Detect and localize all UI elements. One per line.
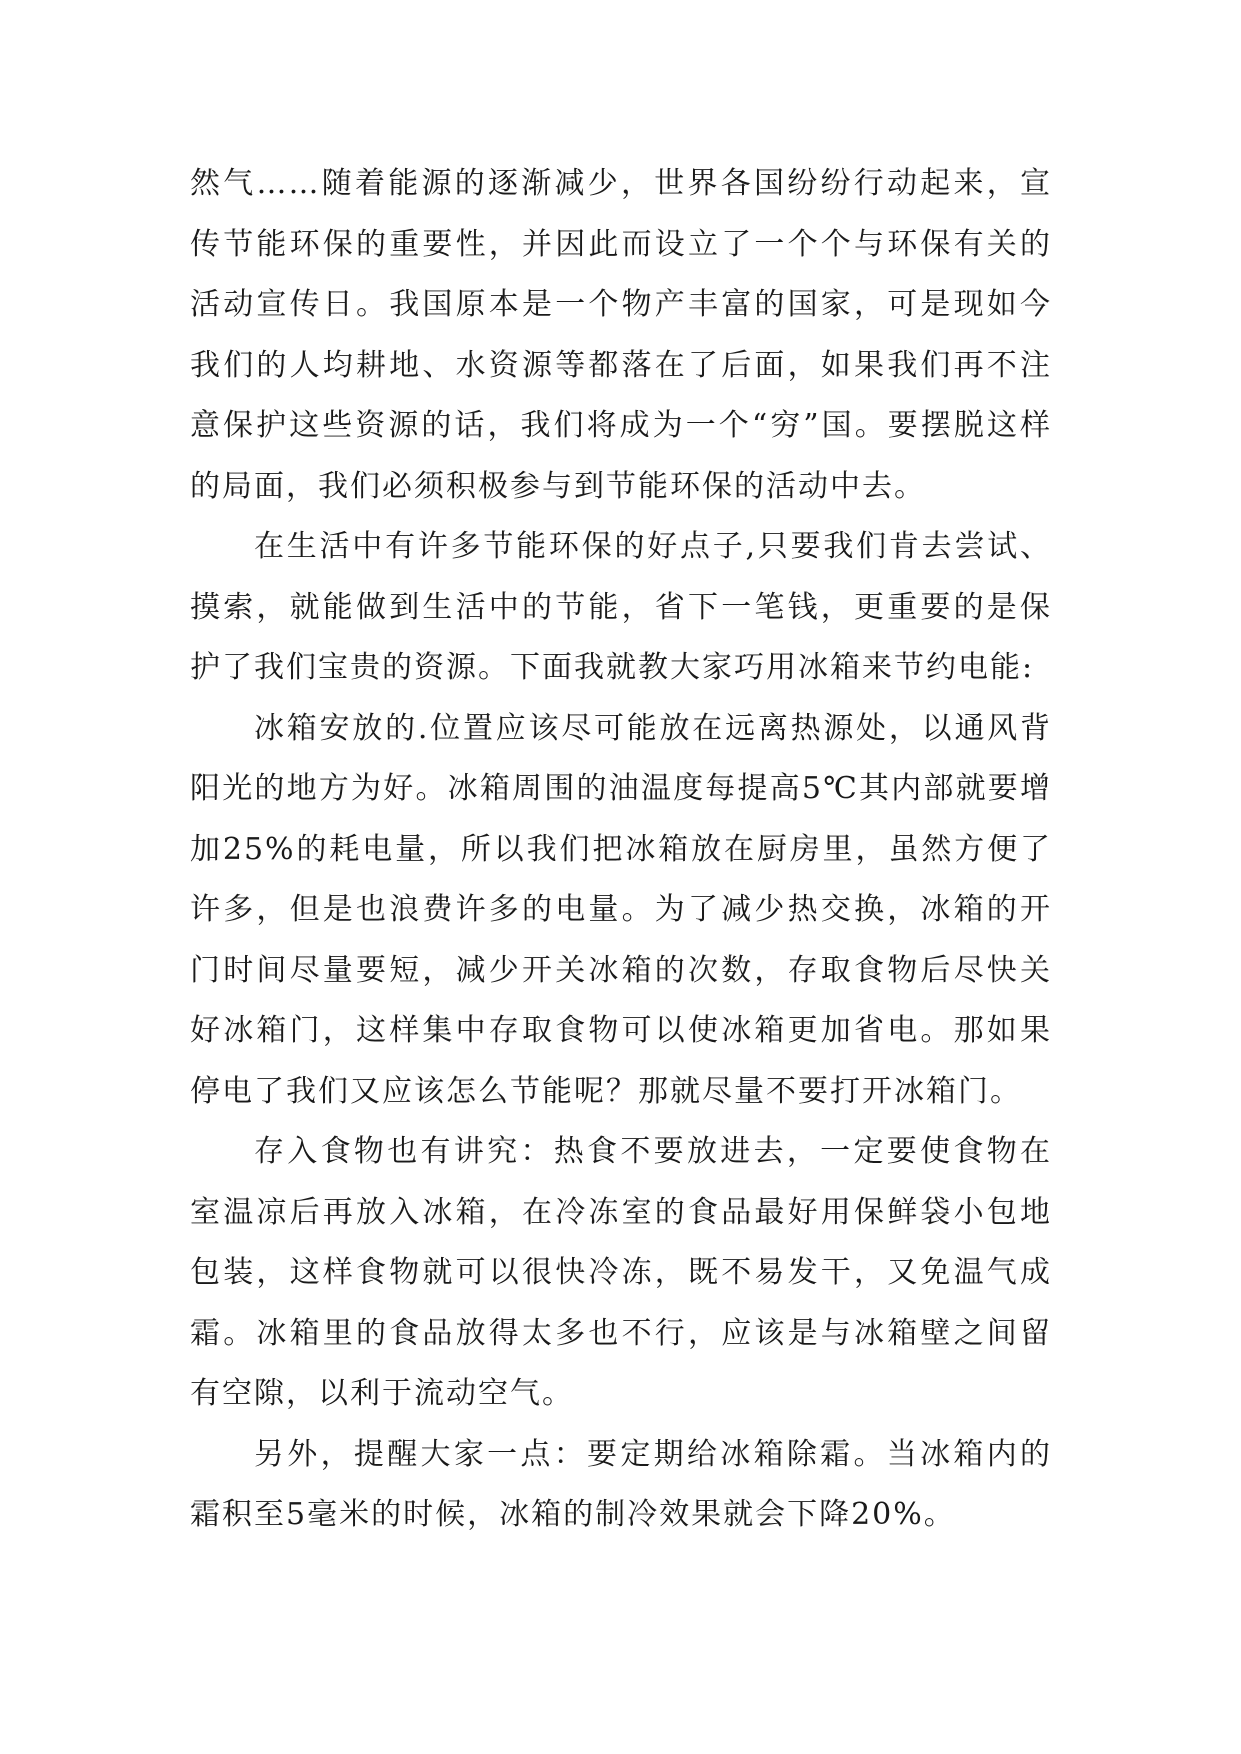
- paragraph: 在生活中有许多节能环保的好点子,只要我们肯去尝试、摸索，就能做到生活中的节能，省下一笔钱，更重要的是保护了我们宝贵的资源。下面我就教大家巧用冰箱来节约电能:: [190, 529, 1052, 685]
- paragraph: 冰箱安放的.位置应该尽可能放在远离热源处，以通风背阳光的地方为好。冰箱周围的油温度每提高5℃其内部就要增加25%的耗电量，所以我们把冰箱放在厨房里，虽然方便了许多，但是也浪费许多的电量。为了减少热交换，冰箱的开门时间尽量要短，减少开关冰箱的次数，存取食物后尽快关好冰箱门，这样集中存取食物可以使冰箱更加省电。那如果停电了我们又应该怎么节能呢？那就尽量不要打开冰箱门。: [190, 710, 1052, 1109]
- paragraph-continued: 然气……随着能源的逐渐减少，世界各国纷纷行动起来，宣传节能环保的重要性，并因此而设立了一个个与环保有关的活动宣传日。我国原本是一个物产丰富的国家，可是现如今我们的人均耕地、水资源等都落在了后面，如果我们再不注意保护这些资源的话，我们将成为一个“穷”国。要摆脱这样的局面，我们必须积极参与到节能环保的活动中去。: [190, 166, 1052, 504]
- paragraph: 存入食物也有讲究：热食不要放进去，一定要使食物在室温凉后再放入冰箱，在冷冻室的食品最好用保鲜袋小包地包装，这样食物就可以很快冷冻，既不易发干，又免温气成霜。冰箱里的食品放得太多也不行，应该是与冰箱壁之间留有空隙，以利于流动空气。: [190, 1134, 1052, 1411]
- body-text: [190, 154, 1052, 1546]
- paragraph: 另外，提醒大家一点：要定期给冰箱除霜。当冰箱内的霜积至5毫米的时候，冰箱的制冷效果就会下降20%。: [190, 1436, 1052, 1532]
